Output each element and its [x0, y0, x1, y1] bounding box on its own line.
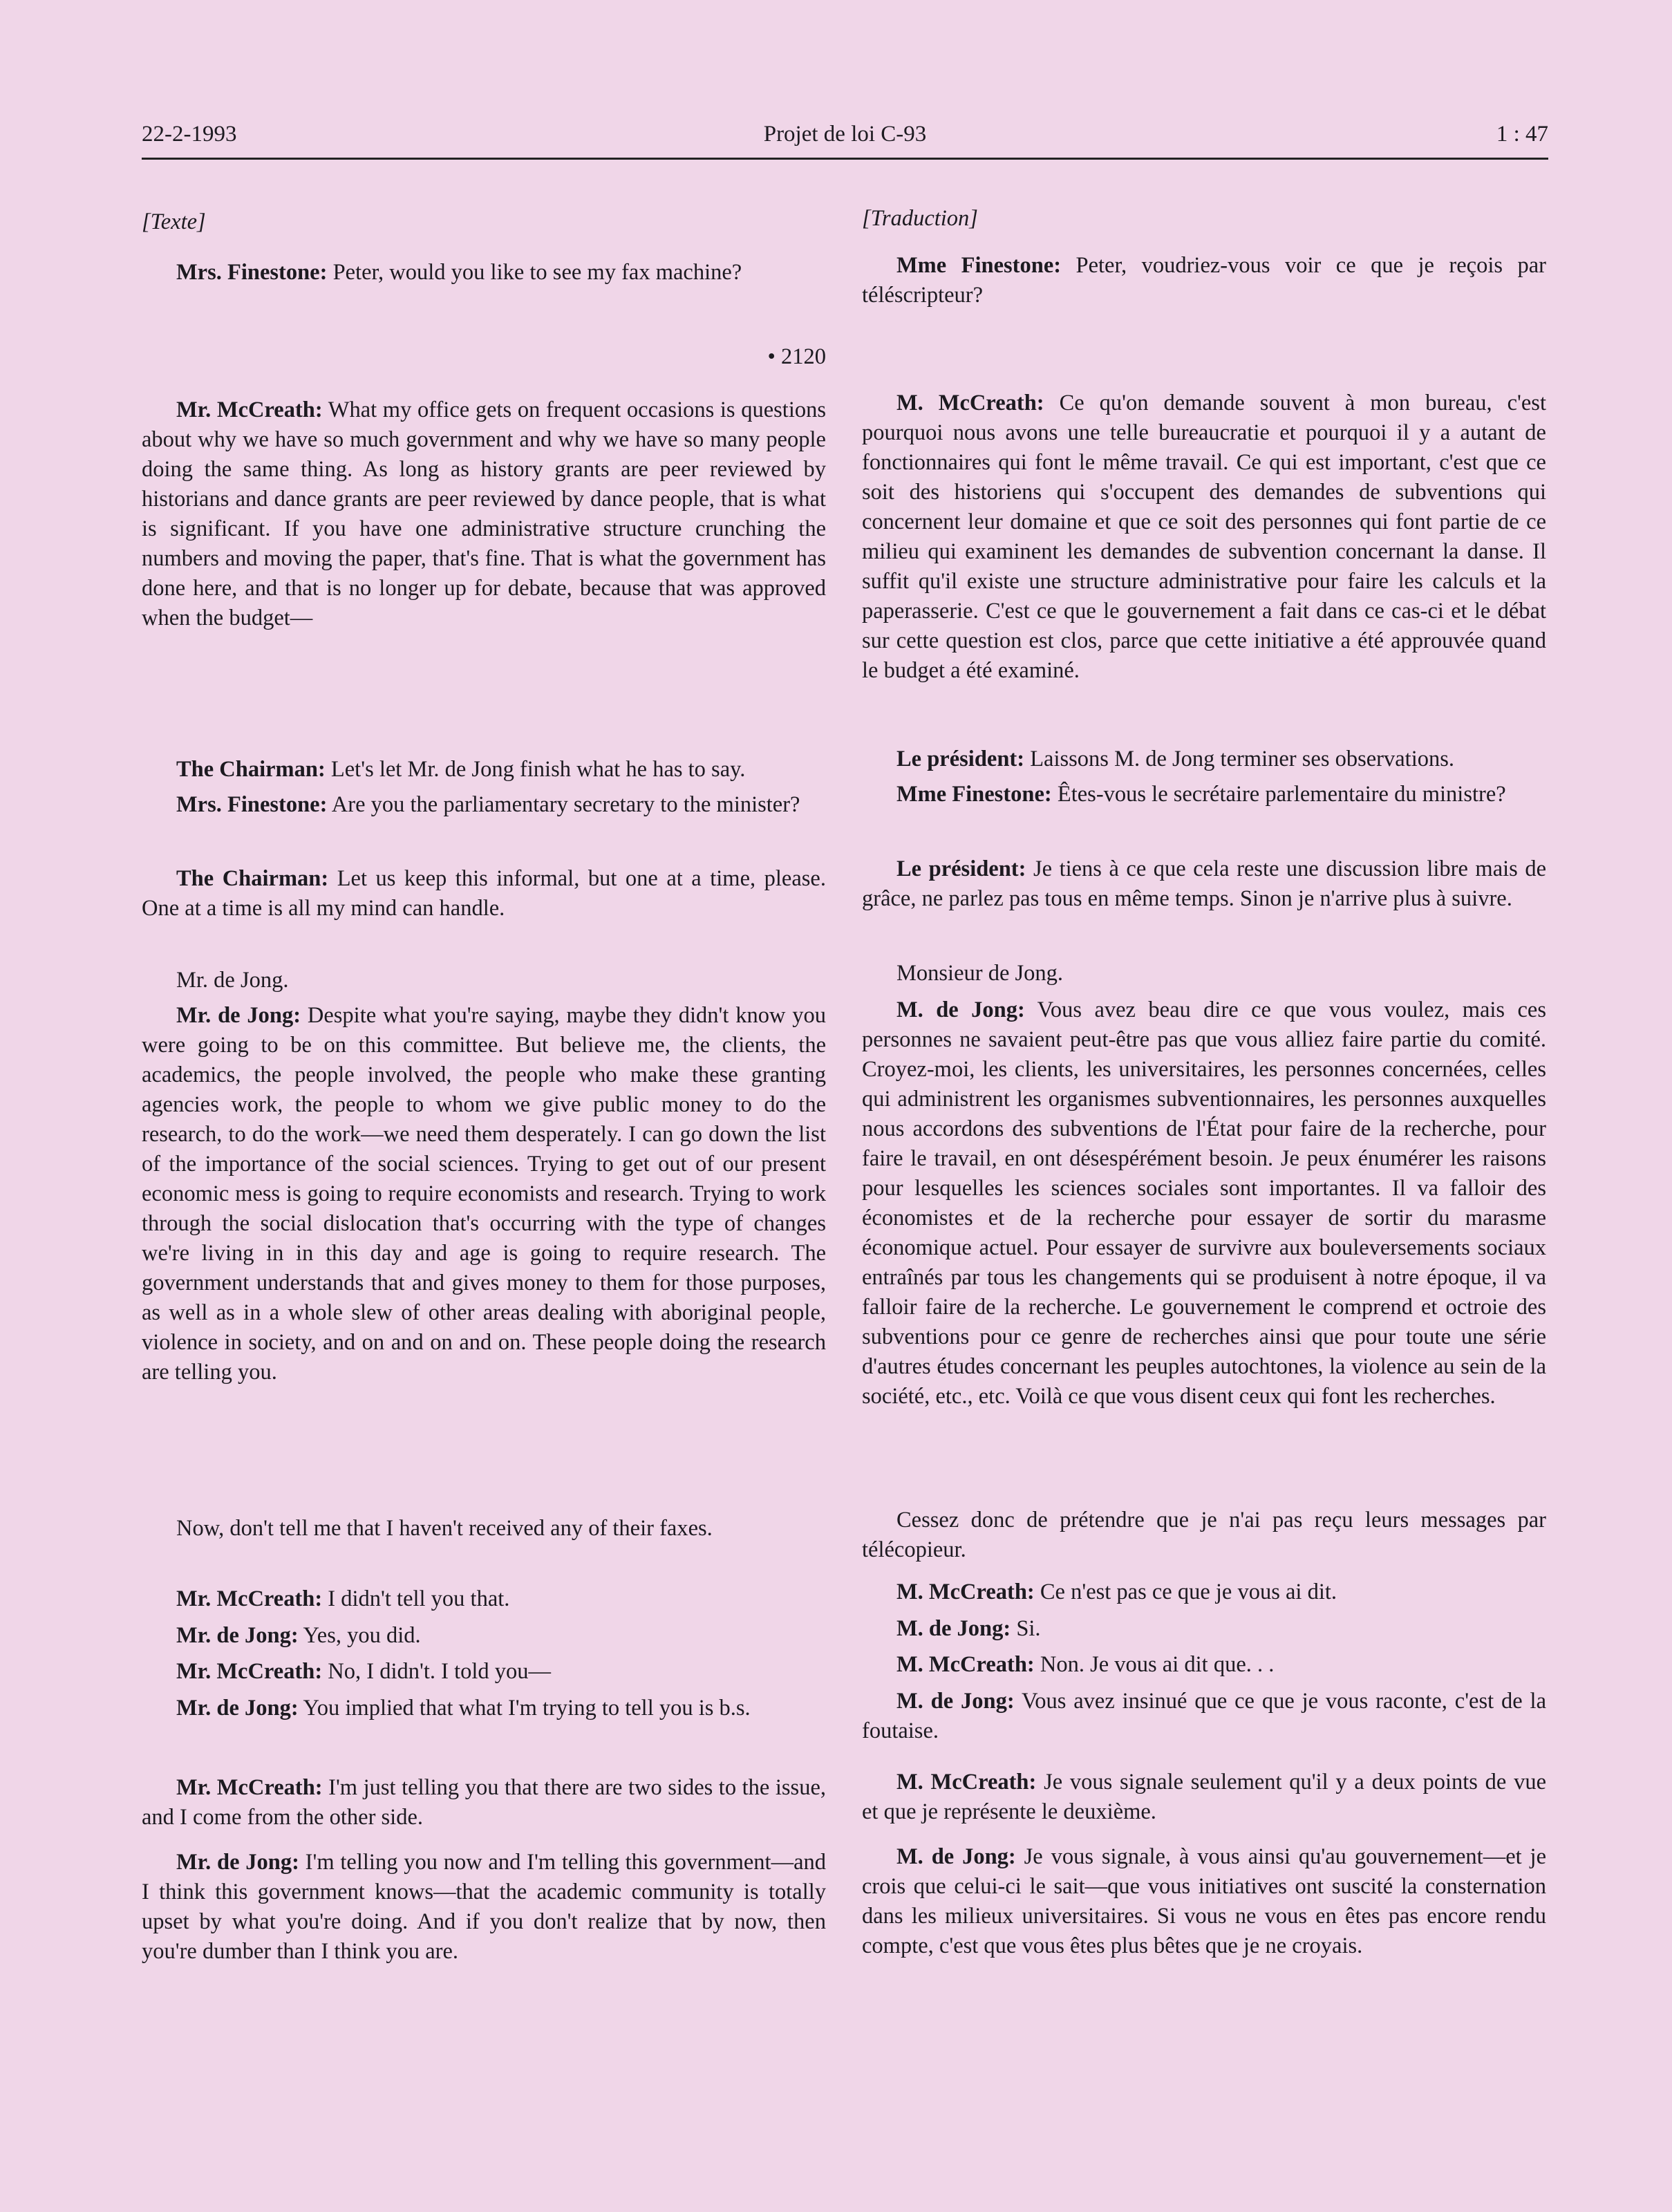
turn-en-5: Mr. de Jong. — [176, 968, 289, 993]
turn-fr-4: Le président: Je tiens à ce que cela reste une discussion libre mais de grâce, ne parlez pas tous en même temps. Sinon je n'arrive plus à suivre. — [862, 856, 1546, 911]
turn-fr-5: Monsieur de Jong. — [896, 961, 1064, 986]
turn-fr-1: M. McCreath: Ce qu'on demande souvent à mon bureau, c'est pourquoi nous avons une telle bureaucratie et pourquoi il y a autant de fonctionnaires qui font le même travail. Ce qui est important, c'est que ce soit des historiens qui s'occupent des demandes de subventions qui concernent leur domaine et que ce soit des personnes qui font partie de ce milieu qui examinent les demandes de subvention concernant la danse. Il suffit qu'il existe une structure administrative pour faire les calculs et la paperasserie. C'est ce que le gouvernement a fait dans ce cas-ci et le débat sur cette question est clos, parce que cette initiative a été approuvée quand le budget a été examiné. — [862, 391, 1546, 683]
turn-fr-12: M. McCreath: Je vous signale seulement qu'il y a deux points de vue et que je représente le deuxième. — [862, 1770, 1546, 1824]
turn-fr-0: Mme Finestone: Peter, voudriez-vous voir ce que je reçois par téléscripteur? — [862, 253, 1546, 308]
turn-en-10: Mr. McCreath: No, I didn't. I told you— — [176, 1659, 552, 1684]
section-label-french: [Traduction] — [862, 206, 978, 231]
turn-en-12: Mr. McCreath: I'm just telling you that there are two sides to the issue, and I come from the other side. — [142, 1775, 826, 1830]
turn-fr-2: Le président: Laissons M. de Jong terminer ses observations. — [896, 747, 1454, 771]
turn-en-13: Mr. de Jong: I'm telling you now and I'm telling this government—and I think this government knows—that the academic community is totally upset by what you're doing. And if you don't realize that by now, then you're dumber than I think you are. — [142, 1850, 827, 1964]
turn-en-0: Mrs. Finestone: Peter, would you like to see my fax machine? — [176, 260, 742, 285]
turn-fr-9: M. de Jong: Si. — [896, 1616, 1041, 1641]
turn-en-6: Mr. de Jong: Despite what you're saying, maybe they didn't know you were going to be on this committee. But believe me, the clients, the academics, the people involved, the people who make these granting agencies work, the people to whom we give public money to do the research, to do the work—we need them desperately. I can go down the list of the importance of the social sciences. Trying to get out of our present economic mess is going to require economists and research. Trying to work through the social dislocation that's occurring with the type of changes we're living in in this day and age is going to require research. The government understands that and gives money to them for those purposes, as well as in a whole slew of other areas dealing with aboriginal people, violence in society, and on and on and on. These people doing the research are telling you. — [142, 1003, 826, 1385]
turn-fr-7: Cessez donc de prétendre que je n'ai pas reçu leurs messages par télécopieur. — [862, 1508, 1546, 1562]
turn-en-9: Mr. de Jong: Yes, you did. — [176, 1623, 421, 1648]
turn-en-1: Mr. McCreath: What my office gets on frequent occasions is questions about why we have so much government and why we have so many people doing the same thing. As long as history grants are peer reviewed by historians and dance grants are peer reviewed by dance people, that is what is significant. If you have one administrative structure crunching the numbers and moving the paper, that's fine. That is what the government has done here, and that is no longer up for debate, because that was approved when the budget— — [142, 397, 826, 630]
turn-en-2: The Chairman: Let's let Mr. de Jong finish what he has to say. — [176, 757, 746, 782]
turn-en-7: Now, don't tell me that I haven't received any of their faxes. — [176, 1516, 713, 1541]
turn-fr-6: M. de Jong: Vous avez beau dire ce que vous voulez, mais ces personnes ne savaient peut-être pas que vous alliez faire partie du comité. Croyez-moi, les clients, les universitaires, les personnes concernées, celles qui administrent les organismes subventionnaires, les personnes auxquelles nous accordons des subventions de l'État pour faire de la recherche, pour faire le travail, en ont désespérément besoin. Je peux énumérer les raisons pour lesquelles les sciences sociales sont importantes. Il va falloir des économistes et de la recherche pour essayer de sortir du marasme économique actuel. Pour essayer de survivre aux bouleversements sociaux entraînés par tous les changements qui se produisent à notre époque, il va falloir faire de la recherche. Le gouvernement le comprend et octroie des subventions pour ce genre de recherches ainsi que pour toute une série d'autres études concernant les peuples autochtones, la violence au sein de la société, etc., etc. Voilà ce que vous disent ceux qui font les recherches. — [862, 997, 1546, 1409]
header-rule — [142, 158, 1548, 160]
header-page-number: 1 : 47 — [1496, 122, 1548, 147]
turn-en-11: Mr. de Jong: You implied that what I'm trying to tell you is b.s. — [176, 1696, 751, 1721]
turn-fr-3: Mme Finestone: Êtes-vous le secrétaire parlementaire du ministre? — [896, 782, 1506, 807]
turn-fr-11: M. de Jong: Vous avez insinué que ce que je vous raconte, c'est de la foutaise. — [862, 1689, 1546, 1743]
turn-fr-8: M. McCreath: Ce n'est pas ce que je vous ai dit. — [896, 1580, 1337, 1604]
turn-en-4: The Chairman: Let us keep this informal, but one at a time, please. One at a time is all my mind can handle. — [142, 866, 826, 921]
turn-en-3: Mrs. Finestone: Are you the parliamentary secretary to the minister? — [176, 792, 800, 817]
turn-en-8: Mr. McCreath: I didn't tell you that. — [176, 1586, 510, 1611]
header-date: 22-2-1993 — [142, 122, 237, 147]
header-title: Projet de loi C-93 — [763, 122, 927, 147]
section-label-english: [Texte] — [142, 209, 206, 234]
turn-fr-13: M. de Jong: Je vous signale, à vous ainsi qu'au gouvernement—et je crois que celui-ci le sait—que vous initiatives ont suscité la consternation dans les milieux universitaires. Si vous ne vous en êtes pas encore rendu compte, c'est que vous êtes plus bêtes que je ne croyais. — [862, 1844, 1546, 1958]
page-header — [142, 122, 1548, 160]
time-marker: • 2120 — [767, 344, 826, 369]
turn-fr-10: M. McCreath: Non. Je vous ai dit que. . . — [896, 1652, 1275, 1677]
